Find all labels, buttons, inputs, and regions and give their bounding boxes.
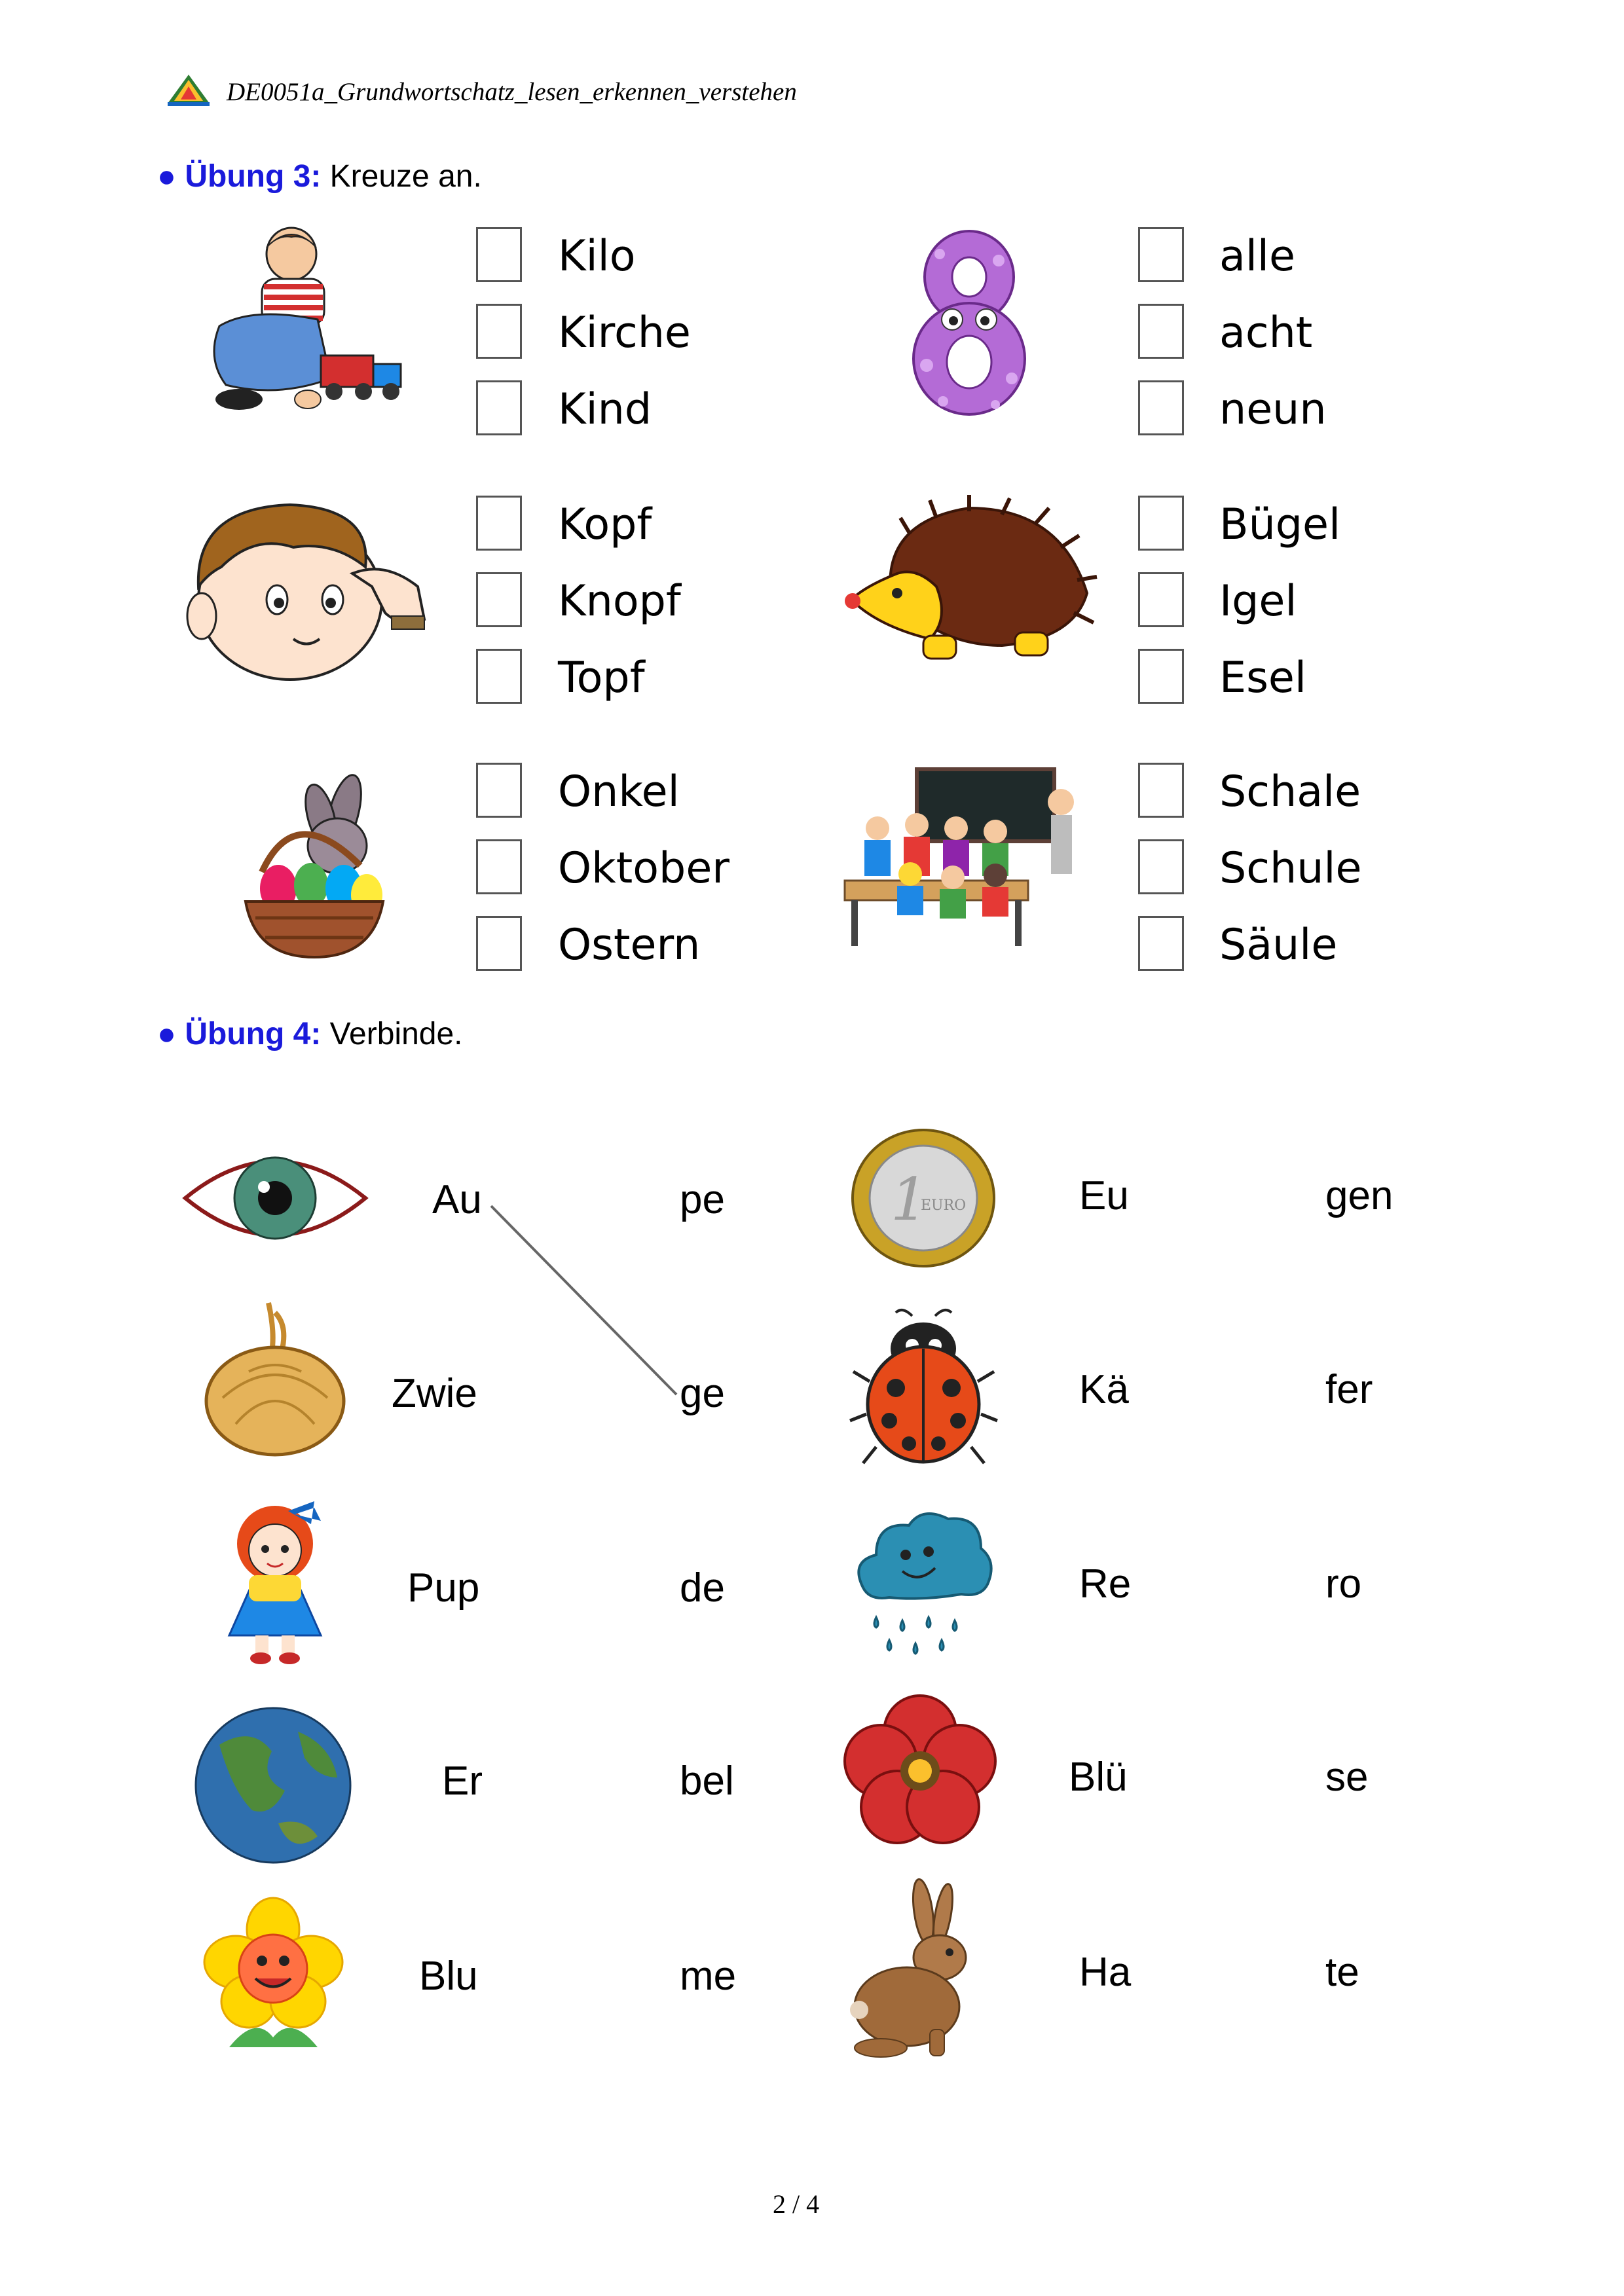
option-word: Kopf: [558, 500, 652, 549]
checkbox[interactable]: [476, 649, 522, 704]
hedgehog: [838, 495, 1100, 691]
checkbox[interactable]: [1138, 649, 1184, 704]
checkbox[interactable]: [1138, 839, 1184, 894]
option-word: Oktober: [558, 844, 730, 893]
option-word: Onkel: [558, 767, 680, 816]
syllable-end[interactable]: ro: [1325, 1561, 1362, 1607]
bullet-icon: ●: [157, 1017, 176, 1051]
checkbox[interactable]: [476, 916, 522, 971]
checkbox[interactable]: [476, 380, 522, 435]
doll-icon: [216, 1504, 334, 1665]
eye-icon: [182, 1144, 369, 1252]
checkbox[interactable]: [1138, 496, 1184, 551]
option-word: Topf: [558, 653, 645, 702]
option-word: Säule: [1219, 920, 1338, 970]
syllable-end[interactable]: gen: [1325, 1173, 1393, 1218]
checkbox[interactable]: [476, 496, 522, 551]
page-number: 2 / 4: [773, 2189, 820, 2219]
euro-coin-icon: [850, 1128, 997, 1269]
option-word: Ostern: [558, 920, 701, 970]
syllable-start[interactable]: Eu: [1079, 1173, 1129, 1218]
ladybug-icon: [850, 1309, 997, 1467]
checkbox[interactable]: [476, 227, 522, 282]
svg-text:1: 1: [891, 1165, 929, 1234]
exercise-4-instruction: Verbinde.: [329, 1017, 463, 1051]
school-classroom: [838, 763, 1100, 959]
checkbox[interactable]: [1138, 763, 1184, 818]
purple-number-eight: [904, 228, 1035, 418]
checkbox[interactable]: [1138, 227, 1184, 282]
document-title: DE0051a_Grundwortschatz_lesen_erkennen_verstehen: [227, 78, 797, 106]
syllable-start[interactable]: Re: [1079, 1561, 1132, 1607]
checkbox[interactable]: [476, 839, 522, 894]
option-word: Schale: [1219, 767, 1361, 816]
syllable-start[interactable]: Ha: [1079, 1950, 1132, 1995]
logo-icon: [166, 73, 211, 107]
syllable-end[interactable]: ge: [680, 1371, 725, 1416]
example-connection-line: [490, 1203, 680, 1400]
earth-globe-icon: [193, 1705, 354, 1866]
syllable-start[interactable]: Kä: [1079, 1367, 1129, 1412]
syllable-end[interactable]: se: [1325, 1755, 1369, 1800]
easter-basket-with-bunny: [229, 761, 399, 957]
smiling-flower-icon: [203, 1897, 344, 2054]
syllable-start[interactable]: Blü: [1069, 1755, 1128, 1800]
syllable-start[interactable]: Zwie: [392, 1371, 477, 1416]
checkbox[interactable]: [476, 763, 522, 818]
checkbox[interactable]: [1138, 572, 1184, 627]
syllable-end[interactable]: de: [680, 1565, 725, 1611]
option-word: Knopf: [558, 577, 681, 626]
checkbox[interactable]: [1138, 380, 1184, 435]
child-playing-with-toy-truck: [200, 228, 416, 418]
bullet-icon: ●: [157, 159, 176, 194]
rabbit-icon: [851, 1879, 995, 2059]
option-word: Kind: [558, 385, 652, 434]
option-word: neun: [1219, 385, 1327, 434]
checkbox[interactable]: [476, 572, 522, 627]
option-word: Kilo: [558, 232, 636, 281]
syllable-end[interactable]: pe: [680, 1177, 725, 1222]
option-word: Igel: [1219, 577, 1297, 626]
exercise-3-heading: [157, 158, 482, 194]
syllable-end[interactable]: bel: [680, 1758, 734, 1804]
option-word: Kirche: [558, 308, 691, 357]
syllable-start[interactable]: Pup: [407, 1565, 480, 1611]
checkbox[interactable]: [1138, 304, 1184, 359]
exercise-3-label: Übung 3:: [185, 159, 322, 194]
checkbox[interactable]: [476, 304, 522, 359]
syllable-end[interactable]: te: [1325, 1950, 1359, 1995]
coin-text: EURO: [921, 1197, 967, 1214]
exercise-4-heading: [157, 1016, 462, 1052]
syllable-end[interactable]: fer: [1325, 1367, 1373, 1412]
syllable-start[interactable]: Blu: [419, 1954, 478, 1999]
exercise-3-instruction: Kreuze an.: [329, 159, 482, 194]
red-flower-icon: [845, 1696, 995, 1846]
exercise-4-label: Übung 4:: [185, 1017, 322, 1051]
syllable-start[interactable]: Er: [442, 1758, 483, 1804]
rain-cloud-icon: [850, 1503, 997, 1663]
option-word: Bügel: [1219, 500, 1341, 549]
boy-pointing-at-head: [175, 495, 437, 685]
option-word: Schule: [1219, 844, 1362, 893]
syllable-end[interactable]: me: [680, 1954, 737, 1999]
onion-icon: [196, 1300, 354, 1460]
syllable-start[interactable]: Au: [432, 1177, 482, 1222]
option-word: Esel: [1219, 653, 1306, 702]
checkbox[interactable]: [1138, 916, 1184, 971]
option-word: alle: [1219, 232, 1295, 281]
option-word: acht: [1219, 308, 1313, 357]
